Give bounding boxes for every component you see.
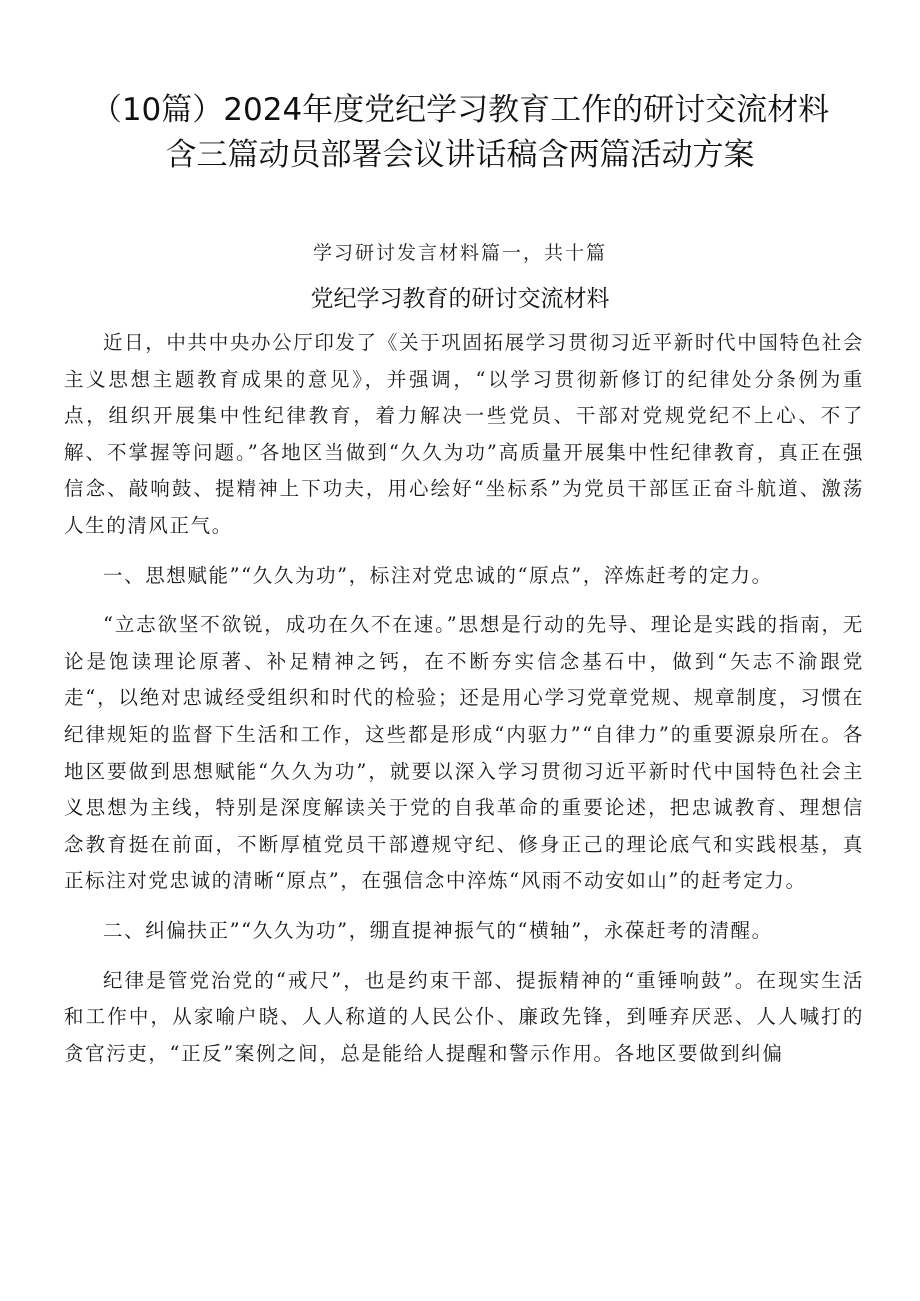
paragraph-heading-1: 一、思想赋能”“久久为功”，标注对党忠诚的“原点”，淬炼赶考的定力。 bbox=[103, 563, 773, 587]
document-title-line-2: 含三篇动员部署会议讲话稿含两篇活动方案 bbox=[165, 137, 755, 173]
paragraph-body-1: “立志欲坚不欲锐，成功在久不在速。”思想是行动的先导、理论是实践的指南，无论是饱读理论原著、补足精神之钙，在不断夯实信念基石中，做到“矢志不渝跟党走“，以绝对忠诚经受组织和时代的检验；还是用心学习党章党规、规章制度，习惯在纪律规矩的监督下生活和工作，这些都是形成“内驱力”“自律力”的重要源泉所在。各地区要做到思想赋能“久久为功”，就要以深入学习贯彻习近平新时代中国特色社会主义思想为主线，特别是深度解读关于党的自我革命的重要论述，把忠诚教育、理想信念教育挺在前面，不断厚植党员干部遵规守纪、修身正己的理论底气和实践根基，真正标注对党忠诚的清晰“原点”，在强信念中淬炼“风雨不动安如山”的赶考定力。 bbox=[64, 613, 864, 893]
paragraph-body-2: 纪律是管党治党的“戒尺”，也是约束干部、提振精神的“重锤响鼓”。在现实生活和工作中，从家喻户晓、人人称道的人民公仆、廉政先锋，到唾弃厌恶、人人喊打的贪官污吏，“正反”案例之间，总是能给人提醒和警示作用。各地区要做到纠偏 bbox=[64, 968, 864, 1065]
paragraph-heading-2: 二、纠偏扶正”“久久为功”，绷直提神振气的“横轴”，永葆赶考的清醒。 bbox=[103, 918, 773, 942]
subheading: 学习研讨发言材料篇一，共十篇 bbox=[312, 242, 607, 264]
paragraph-intro: 近日，中共中央办公厅印发了《关于巩固拓展学习贯彻习近平新时代中国特色社会主义思想主题教育成果的意见》，并强调，“以学习贯彻新修订的纪律处分条例为重点，组织开展集中性纪律教育，着力解决一些党员、干部对党规党纪不上心、不了解、不掌握等问题。”各地区当做到“久久为功”高质量开展集中性纪律教育，真正在强信念、敲响鼓、提精神上下功夫，用心绘好“坐标系”为党员干部匡正奋斗航道、激荡人生的清风正气。 bbox=[64, 331, 864, 537]
document-body bbox=[64, 325, 864, 1072]
document-title-line-1: （10篇）2024年度党纪学习教育工作的研讨交流材料 bbox=[90, 92, 830, 128]
section-title: 党纪学习教育的研讨交流材料 bbox=[310, 286, 610, 312]
